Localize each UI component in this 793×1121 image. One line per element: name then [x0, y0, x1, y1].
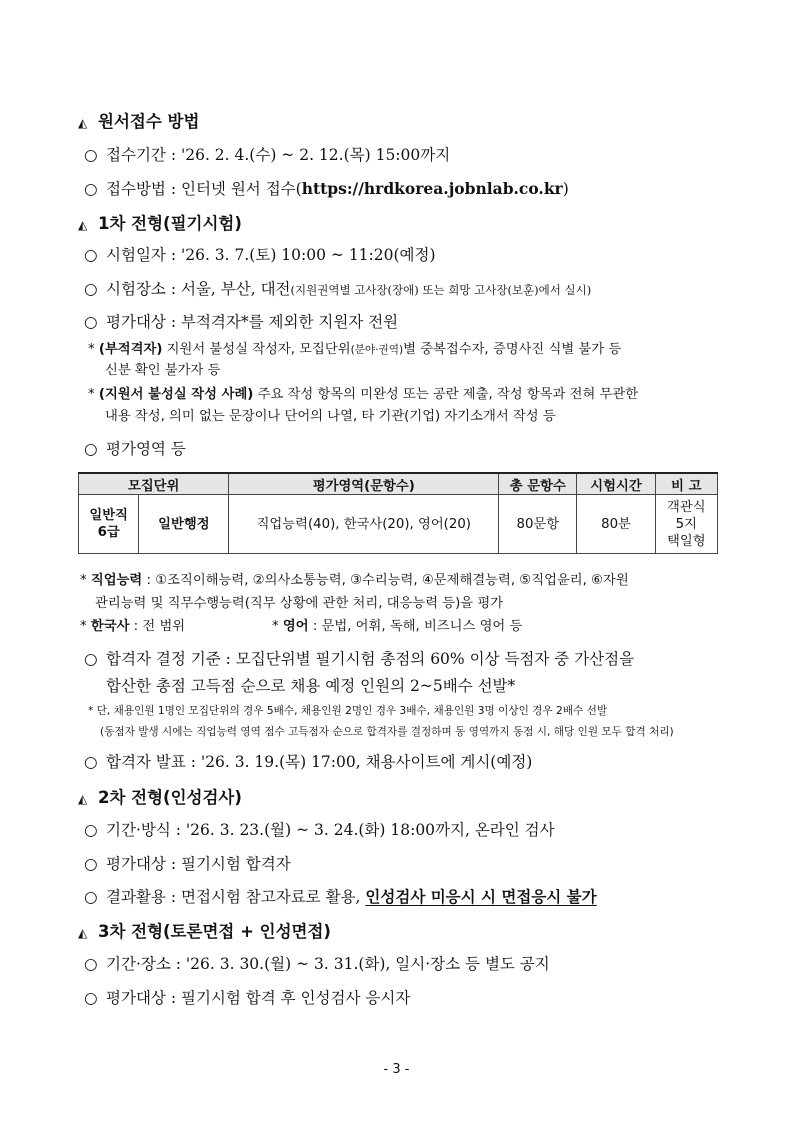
triangle-marker-icon: ◭ — [78, 926, 88, 940]
table-cell-unit-field: 일반행정 — [139, 495, 229, 554]
section-title: 3차 전형(토론면접 + 인성면접) — [98, 922, 331, 941]
table-header: 평가영역(문항수) — [229, 473, 499, 495]
cell-line: 일반직 — [89, 508, 128, 523]
triangle-marker-icon: ◭ — [78, 792, 88, 806]
bullet-interview-period — [84, 952, 550, 974]
circle-bullet-icon: ○ — [84, 821, 98, 839]
bullet-text: 시험일자 : '26. 3. 7.(토) 10:00 ~ 11:20(예정) — [106, 246, 436, 264]
table-cell-total: 80문항 — [499, 495, 577, 554]
table-cell-time: 80분 — [577, 495, 655, 554]
table-cell-note — [655, 495, 717, 554]
section-title: 2차 전형(인성검사) — [98, 788, 242, 807]
section-title: 원서접수 방법 — [98, 112, 200, 131]
table-cell-unit-grade — [79, 495, 139, 554]
exam-table — [78, 472, 718, 554]
circle-bullet-icon: ○ — [84, 855, 98, 873]
circle-bullet-icon: ○ — [84, 280, 98, 298]
circle-bullet-icon: ○ — [84, 146, 98, 164]
bullet-exam-place — [84, 277, 591, 299]
note-text: : 문법, 어휘, 독해, 비즈니스 영어 등 — [312, 619, 523, 634]
note-star: * — [272, 619, 279, 634]
note-label: (부적격자) — [98, 342, 163, 357]
bullet-text: 합격자 결정 기준 : 모집단위별 필기시험 총점의 60% 이상 득점자 중 가산점을 — [106, 650, 635, 668]
note-star: * — [88, 342, 95, 357]
bullet-text: 평가대상 : 필기시험 합격 후 인성검사 응시자 — [106, 989, 411, 1007]
note-label: 직업능력 — [90, 573, 143, 588]
note-job-competency-cont: 관리능력 및 직무수행능력(직무 상황에 관한 처리, 대응능력 등)을 평가 — [95, 596, 504, 611]
section-title: 1차 전형(필기시험) — [98, 214, 242, 233]
bullet-eval-area — [84, 437, 186, 459]
triangle-marker-icon: ◭ — [78, 218, 88, 232]
table-header: 비 고 — [655, 473, 717, 495]
bullet-text-suffix: ) — [562, 180, 569, 198]
note-label: (지원서 불성실 작성 사례) — [98, 387, 254, 402]
bullet-interview-target — [84, 986, 410, 1008]
note-text: 별 중복접수자, 증명사진 식별 불가 등 — [403, 342, 622, 357]
table-row — [79, 495, 718, 554]
circle-bullet-icon: ○ — [84, 650, 98, 668]
table-header: 시험시간 — [577, 473, 655, 495]
bullet-application-method — [84, 177, 569, 199]
bullet-text: 평가영역 등 — [106, 440, 186, 458]
table-header-row — [79, 473, 718, 495]
note-tie-rule: * 단, 채용인원 1명인 모집단위의 경우 5배수, 채용인원 2명인 경우 3배수, 채용인원 3명 이상인 경우 2배수 선발 — [88, 705, 608, 717]
note-ineligible-cont: 신분 확인 불가자 등 — [105, 363, 221, 378]
section-heading-interview — [78, 918, 331, 942]
note-insincere — [88, 383, 638, 402]
note-star: * — [88, 387, 95, 402]
table-header: 총 문항수 — [499, 473, 577, 495]
emphasis-text: 인성검사 미응시 시 면접응시 불가 — [365, 888, 597, 906]
bullet-text: 접수방법 : 인터넷 원서 접수( — [106, 180, 302, 198]
note-label: 한국사 — [90, 619, 130, 634]
table-cell-areas: 직업능력(40), 한국사(20), 영어(20) — [229, 495, 499, 554]
section-heading-personality-test — [78, 784, 242, 808]
application-url-link[interactable]: https://hrdkorea.jobnlab.co.kr — [301, 179, 563, 198]
note-ineligible — [88, 338, 621, 357]
note-korean-history — [80, 615, 185, 634]
bullet-announcement — [84, 750, 532, 772]
bullet-eval-target — [84, 310, 398, 332]
circle-bullet-icon: ○ — [84, 180, 98, 198]
bullet-test-target — [84, 852, 291, 874]
note-star: * — [80, 619, 87, 634]
bullet-text: 합격자 발표 : '26. 3. 19.(목) 17:00, 채용사이트에 게시(예정) — [106, 753, 533, 771]
bullet-test-usage — [84, 885, 597, 907]
bullet-test-period — [84, 818, 555, 840]
circle-bullet-icon: ○ — [84, 955, 98, 973]
bullet-text: 평가대상 : 필기시험 합격자 — [106, 855, 291, 873]
note-text: 지원서 불성실 작성자, 모집단위 — [166, 342, 351, 357]
bullet-text: 기간·장소 : '26. 3. 30.(월) ~ 3. 31.(화), 일시·장소 등 별도 공지 — [106, 955, 550, 973]
bullet-text: 기간·방식 : '26. 3. 23.(월) ~ 3. 24.(화) 18:00까지, 온라인 검사 — [106, 821, 555, 839]
table-header: 모집단위 — [79, 473, 229, 495]
bullet-pass-criteria-cont: 합산한 총점 고득점 순으로 채용 예정 인원의 2~5배수 선발* — [106, 677, 516, 695]
circle-bullet-icon: ○ — [84, 440, 98, 458]
circle-bullet-icon: ○ — [84, 989, 98, 1007]
circle-bullet-icon: ○ — [84, 246, 98, 264]
section-heading-application — [78, 108, 199, 132]
bullet-text: 평가대상 : 부적격자*를 제외한 지원자 전원 — [106, 313, 399, 331]
note-text: : ①조직이해능력, ②의사소통능력, ③수리능력, ④문제해결능력, ⑤직업윤리, ⑥자원 — [146, 573, 629, 588]
note-star: * — [80, 573, 87, 588]
note-insincere-cont: 내용 작성, 의미 없는 문장이나 단어의 나열, 타 기관(기업) 자기소개서 작성 등 — [105, 409, 556, 424]
bullet-text: 결과활용 : 면접시험 참고자료로 활용, — [106, 888, 361, 906]
cell-line: 5지 — [675, 516, 697, 532]
cell-line: 택일형 — [667, 533, 706, 549]
section-heading-written-exam — [78, 210, 242, 234]
bullet-text: 시험장소 : 서울, 부산, 대전 — [106, 280, 291, 298]
bullet-small-text: (지원권역별 고사장(장애) 또는 희망 고사장(보훈)에서 실시) — [290, 283, 592, 297]
page-number: - 3 - — [383, 1062, 410, 1077]
note-tie-rule-cont: (동점자 발생 시에는 직업능력 영역 점수 고득점자 순으로 합격자를 결정하며 동 영역까지 동점 시, 해당 인원 모두 합격 처리) — [100, 726, 674, 738]
note-english — [272, 615, 522, 634]
bullet-text: 접수기간 : '26. 2. 4.(수) ~ 2. 12.(목) 15:00까지 — [106, 146, 451, 164]
note-text: : 전 범위 — [133, 619, 186, 634]
triangle-marker-icon: ◭ — [78, 116, 88, 130]
circle-bullet-icon: ○ — [84, 313, 98, 331]
cell-line: 6급 — [97, 525, 120, 540]
note-small-text: (분야·권역) — [350, 344, 404, 356]
bullet-pass-criteria — [84, 647, 634, 669]
circle-bullet-icon: ○ — [84, 888, 98, 906]
note-text: 주요 작성 항목의 미완성 또는 공란 제출, 작성 항목과 전혀 무관한 — [257, 387, 639, 402]
circle-bullet-icon: ○ — [84, 753, 98, 771]
cell-line: 객관식 — [667, 499, 706, 515]
note-label: 영어 — [282, 619, 309, 634]
bullet-exam-date — [84, 243, 436, 265]
bullet-application-period — [84, 143, 450, 165]
note-job-competency — [80, 569, 629, 588]
